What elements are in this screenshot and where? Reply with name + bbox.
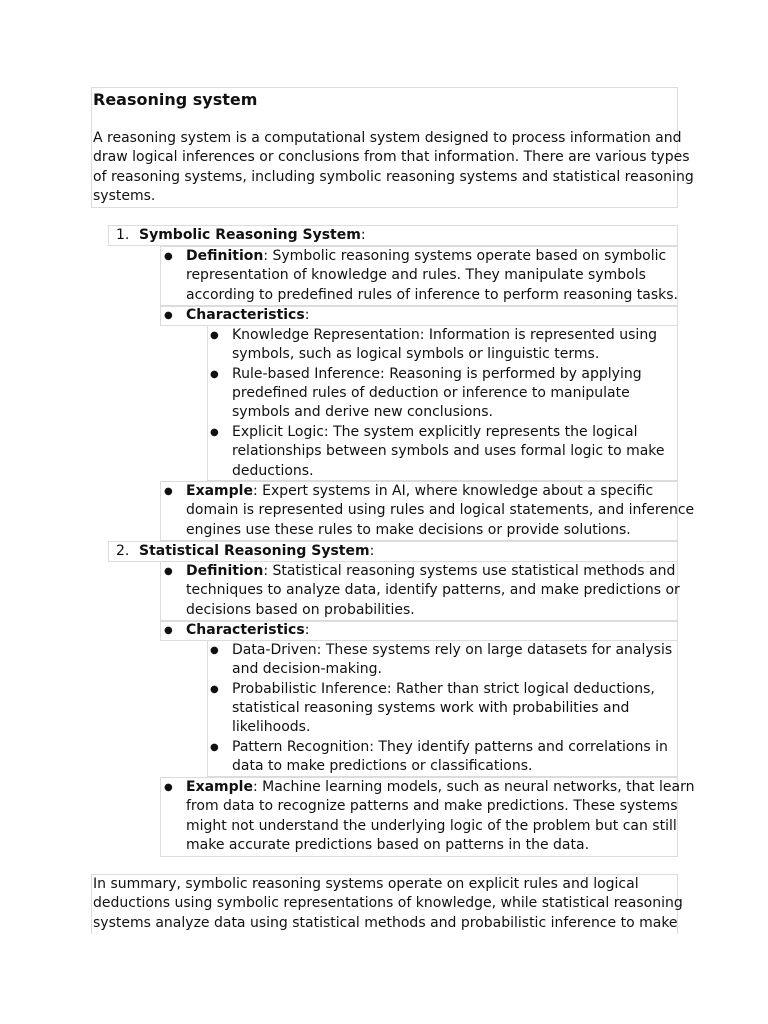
example-line: domain is represented using rules and logical statements, and inference xyxy=(186,502,695,518)
definition-line: according to predefined rules of inference to perform reasoning tasks. xyxy=(186,287,678,303)
subitem-line: likelihoods. xyxy=(232,719,311,735)
bullet-icon: ● xyxy=(164,251,173,262)
example-line: engines use these rules to make decisions or provide solutions. xyxy=(186,522,631,538)
intro-line: A reasoning system is a computational system designed to process information and xyxy=(93,130,682,146)
bullet-icon: ● xyxy=(164,310,173,321)
bullet-icon: ● xyxy=(164,566,173,577)
page-bottom-margin xyxy=(0,934,768,1024)
subitem-line: and decision-making. xyxy=(232,661,382,677)
subitem-line: symbols and derive new conclusions. xyxy=(232,404,493,420)
page-title: Reasoning system xyxy=(93,90,258,109)
example-line: might not understand the underlying logic of the problem but can still xyxy=(186,818,677,834)
subitem-line: predefined rules of deduction or inference to manipulate xyxy=(232,385,630,401)
definition-line: Definition: Statistical reasoning systems use statistical methods and xyxy=(186,563,676,579)
intro-line: systems. xyxy=(93,188,156,204)
bullet-icon: ● xyxy=(210,742,219,753)
list-item-title: Symbolic Reasoning System: xyxy=(139,227,366,243)
summary-line: deductions using symbolic representations of knowledge, while statistical reasoning xyxy=(93,895,683,911)
list-number: 1. xyxy=(116,227,130,243)
intro-line: of reasoning systems, including symbolic reasoning systems and statistical reasoning xyxy=(93,169,694,185)
bullet-icon: ● xyxy=(164,625,173,636)
subitem-line: statistical reasoning systems work with probabilities and xyxy=(232,700,630,716)
intro-line: draw logical inferences or conclusions from that information. There are various types xyxy=(93,149,690,165)
subitem-line: data to make predictions or classifications. xyxy=(232,758,533,774)
bullet-icon: ● xyxy=(210,330,219,341)
example-line: from data to recognize patterns and make predictions. These systems xyxy=(186,798,678,814)
subitem-line: Probabilistic Inference: Rather than strict logical deductions, xyxy=(232,681,655,697)
definition-line: Definition: Symbolic reasoning systems operate based on symbolic xyxy=(186,248,667,264)
definition-line: representation of knowledge and rules. They manipulate symbols xyxy=(186,267,646,283)
subitem-line: deductions. xyxy=(232,463,314,479)
definition-line: techniques to analyze data, identify patterns, and make predictions or xyxy=(186,582,680,598)
example-line: Example: Expert systems in AI, where knowledge about a specific xyxy=(186,483,654,499)
subitem-line: Pattern Recognition: They identify patterns and correlations in xyxy=(232,739,668,755)
example-line: Example: Machine learning models, such as neural networks, that learn xyxy=(186,779,695,795)
bullet-icon: ● xyxy=(164,486,173,497)
summary-line: systems analyze data using statistical methods and probabilistic inference to make xyxy=(93,915,678,931)
subitem-line: Data-Driven: These systems rely on large datasets for analysis xyxy=(232,642,673,658)
subitem-line: relationships between symbols and uses formal logic to make xyxy=(232,443,665,459)
subitem-line: symbols, such as logical symbols or linguistic terms. xyxy=(232,346,600,362)
bullet-icon: ● xyxy=(164,782,173,793)
definition-line: decisions based on probabilities. xyxy=(186,602,415,618)
list-number: 2. xyxy=(116,543,130,559)
characteristics-heading: Characteristics: xyxy=(186,307,310,323)
subitem-line: Knowledge Representation: Information is represented using xyxy=(232,327,658,343)
summary-line: In summary, symbolic reasoning systems operate on explicit rules and logical xyxy=(93,876,639,892)
bullet-icon: ● xyxy=(210,684,219,695)
example-line: make accurate predictions based on patterns in the data. xyxy=(186,837,590,853)
list-item-title: Statistical Reasoning System: xyxy=(139,543,375,559)
subitem-line: Explicit Logic: The system explicitly represents the logical xyxy=(232,424,638,440)
subitem-line: Rule-based Inference: Reasoning is performed by applying xyxy=(232,366,642,382)
characteristics-heading: Characteristics: xyxy=(186,622,310,638)
bullet-icon: ● xyxy=(210,369,219,380)
bullet-icon: ● xyxy=(210,645,219,656)
bullet-icon: ● xyxy=(210,427,219,438)
